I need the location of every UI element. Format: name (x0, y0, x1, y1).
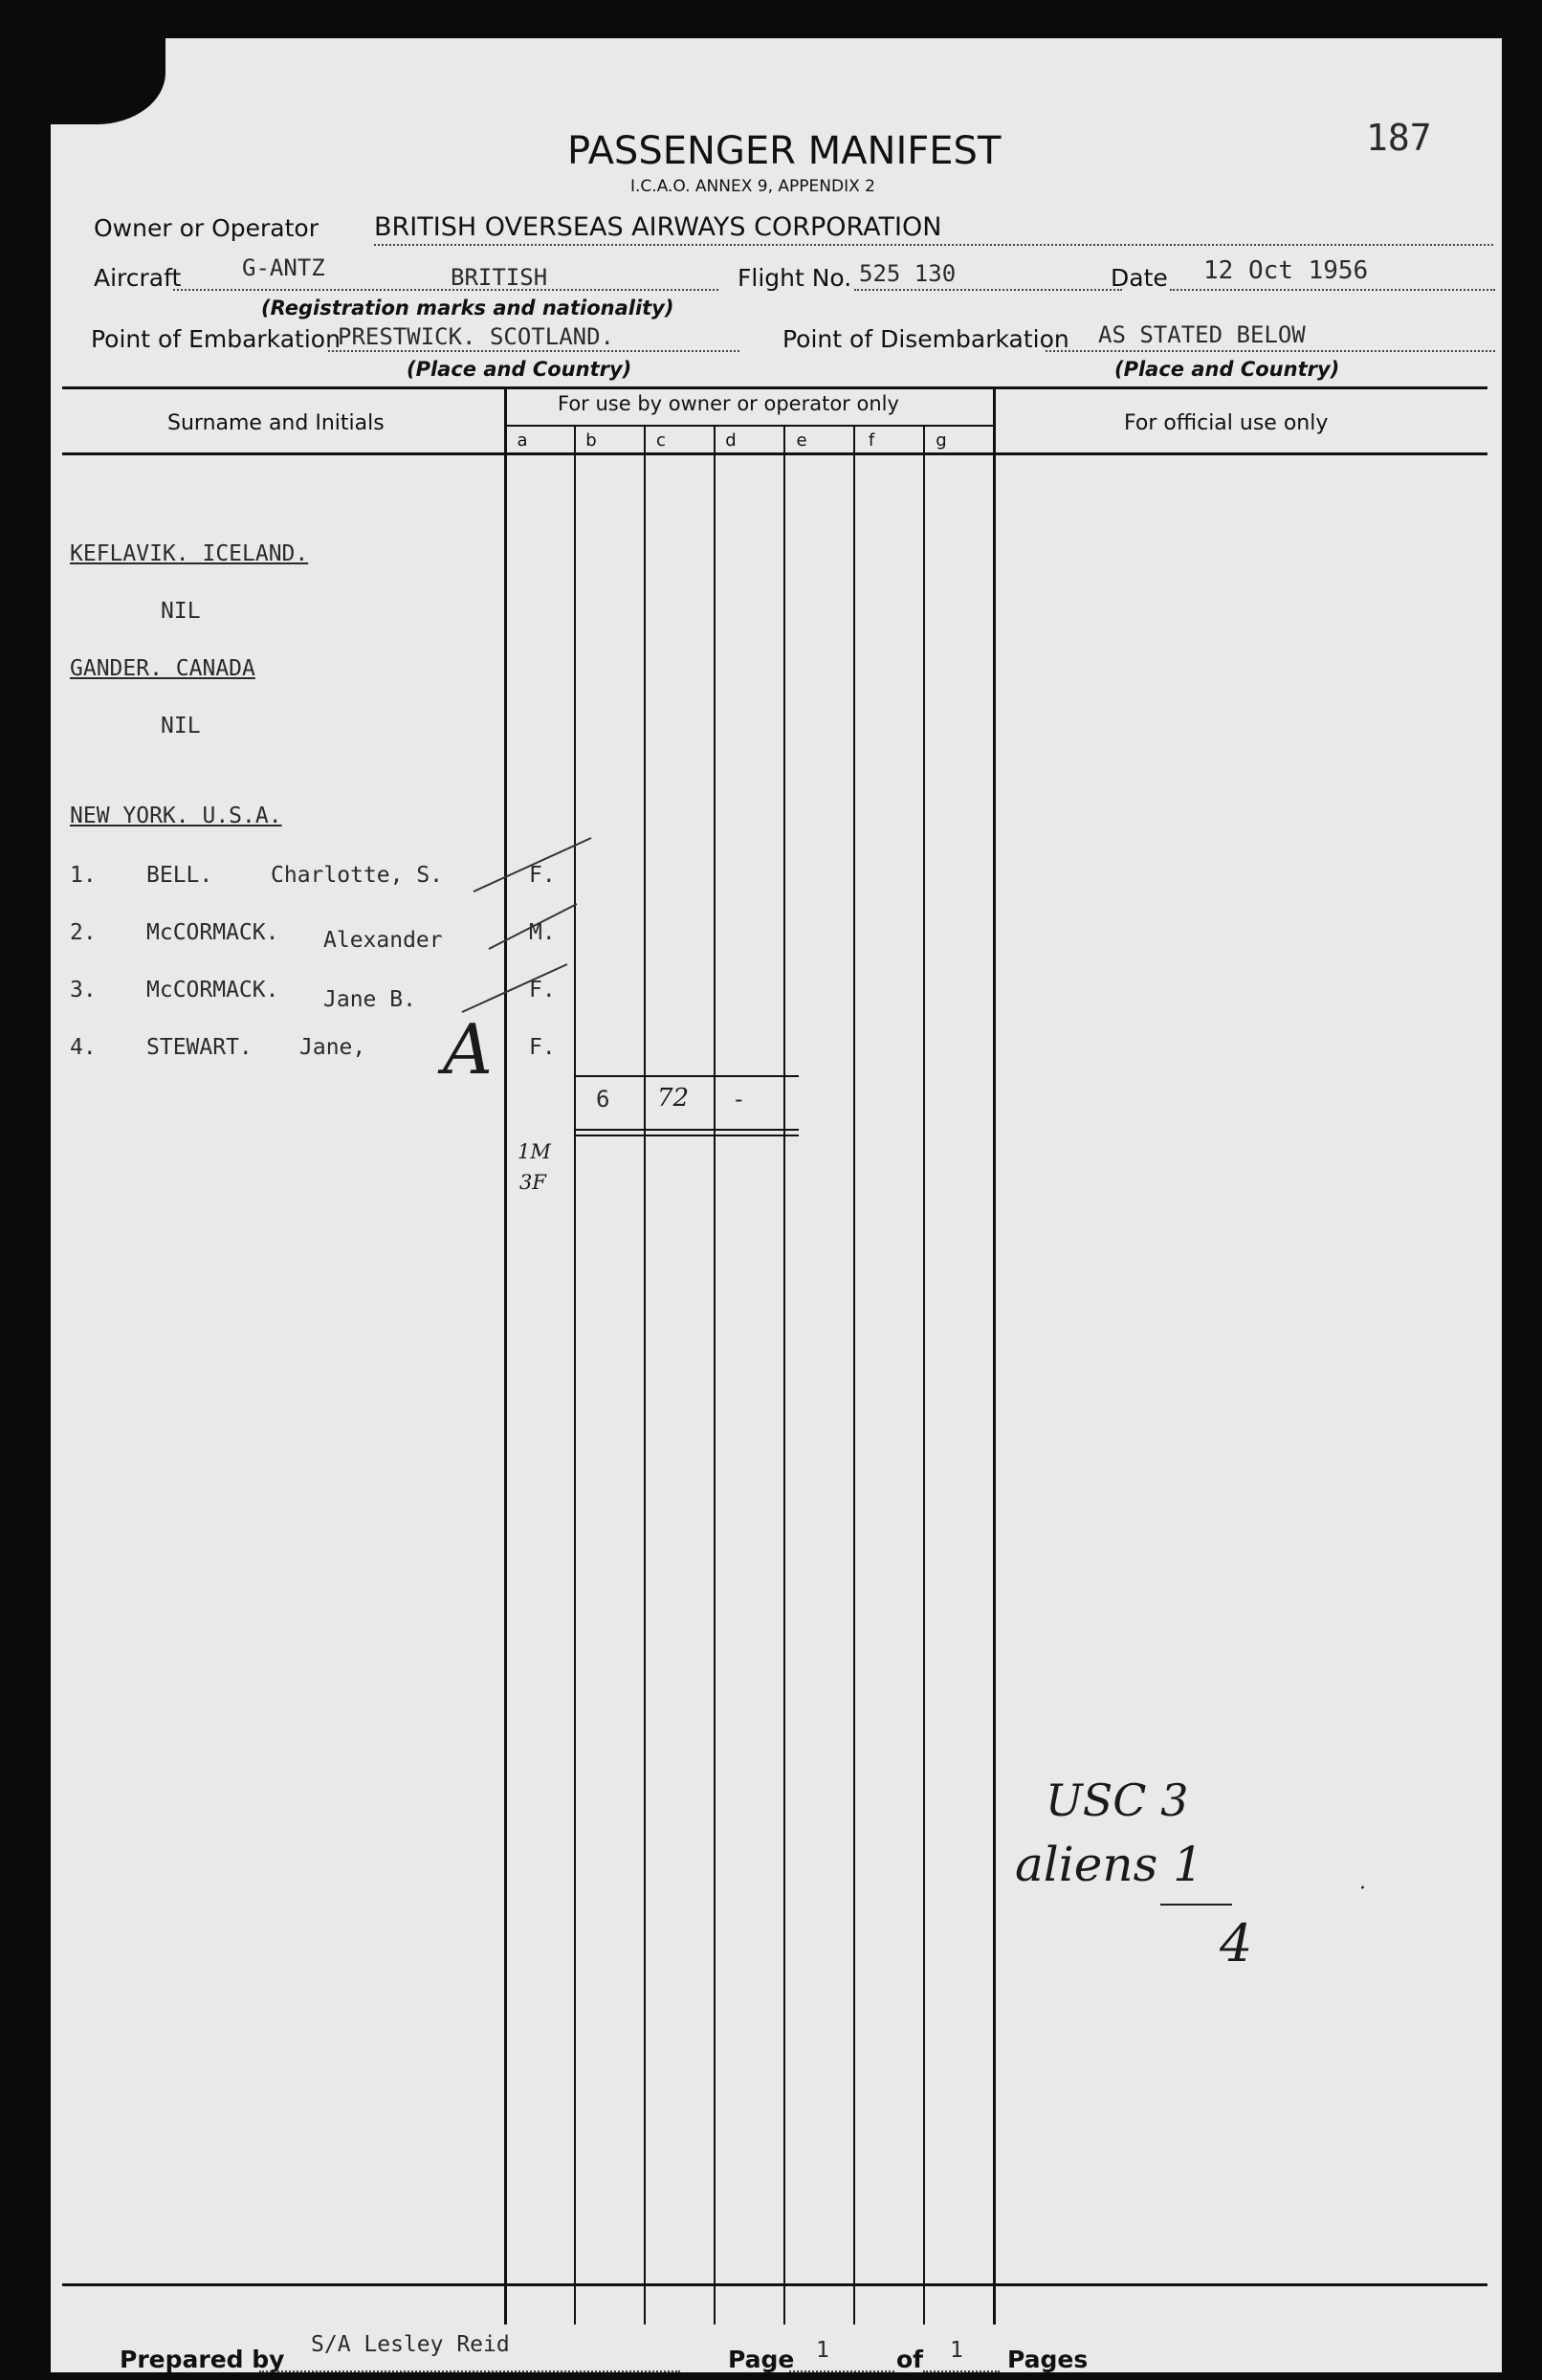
passenger-given-name: Charlotte, S. (271, 863, 444, 888)
of-label: of (896, 2346, 924, 2373)
date-value: 12 Oct 1956 (1203, 256, 1369, 285)
page-value: 1 (816, 2338, 829, 2363)
owner-use-header: For use by owner or operator only (558, 392, 899, 415)
page-line (789, 2370, 894, 2372)
slash-mark (474, 838, 591, 892)
total-males: 1M (518, 1140, 551, 1163)
prepared-by-label: Prepared by (120, 2346, 285, 2373)
embarkation-sublabel: (Place and Country) (407, 358, 632, 381)
prepared-by-line (259, 2370, 680, 2372)
stop-keflavik: KEFLAVIK. ICELAND. (70, 541, 309, 566)
official-note-total: 4 (1220, 1913, 1253, 1973)
disembarkation-label: Point of Disembarkation (782, 325, 1069, 353)
of-line (923, 2370, 1000, 2372)
column-g-header: g (936, 430, 947, 451)
page-number: 187 (1366, 117, 1432, 159)
stop-gander-note: NIL (161, 714, 201, 738)
passenger-sex: F. (529, 863, 556, 888)
manifest-page (51, 38, 1502, 2372)
column-c-header: c (656, 430, 666, 451)
of-value: 1 (950, 2338, 963, 2363)
owner-label: Owner or Operator (94, 214, 319, 242)
surname-header: Surname and Initials (167, 411, 385, 435)
column-d-header: d (725, 430, 737, 451)
owner-value: BRITISH OVERSEAS AIRWAYS CORPORATION (374, 212, 942, 242)
passenger-surname: STEWART. (146, 1035, 253, 1060)
passenger-given-name: Jane, (299, 1035, 366, 1060)
passenger-given-name: Alexander (323, 928, 443, 953)
aircraft-nationality: BRITISH (451, 264, 548, 291)
embarkation-value: PRESTWICK. SCOTLAND. (338, 323, 614, 350)
column-f-header: f (868, 430, 875, 451)
prepared-by-value: S/A Lesley Reid (311, 2332, 510, 2357)
total-column-b: 6 (596, 1086, 610, 1113)
slash-marks (51, 38, 1502, 2372)
pages-label: Pages (1007, 2346, 1089, 2373)
official-note-aliens: aliens 1 (1015, 1837, 1203, 1892)
passenger-number: 3. (70, 978, 97, 1003)
disembarkation-sublabel: (Place and Country) (1114, 358, 1340, 381)
totals-rule-double-2 (574, 1135, 799, 1136)
official-use-header: For official use only (1124, 411, 1329, 435)
aircraft-label: Aircraft (94, 264, 182, 292)
stop-new-york: NEW YORK. U.S.A. (70, 804, 282, 828)
totals-rule-double-1 (574, 1129, 799, 1131)
flight-value: 525 130 (859, 260, 957, 287)
total-column-c: 72 (657, 1084, 690, 1113)
handwritten-mark: A (443, 1009, 493, 1090)
passenger-surname: McCORMACK. (146, 920, 279, 945)
aircraft-sublabel: (Registration marks and nationality) (261, 297, 674, 320)
total-column-d: - (732, 1086, 746, 1113)
totals-rule-top (574, 1075, 799, 1077)
total-females: 3F (519, 1171, 546, 1194)
stop-gander: GANDER. CANADA (70, 656, 255, 681)
ink-dot: · (1359, 1877, 1366, 1901)
passenger-sex: M. (529, 920, 556, 945)
passenger-sex: F. (529, 978, 556, 1003)
page-label: Page (728, 2346, 795, 2373)
official-note-sum-rule (1160, 1904, 1232, 1906)
passenger-surname: McCORMACK. (146, 978, 279, 1003)
passenger-surname: BELL. (146, 863, 213, 888)
passenger-number: 2. (70, 920, 97, 945)
date-label: Date (1111, 264, 1168, 292)
form-title: PASSENGER MANIFEST (567, 129, 1002, 173)
stop-keflavik-note: NIL (161, 599, 201, 624)
passenger-given-name: Jane B. (323, 987, 416, 1012)
embarkation-label: Point of Embarkation (91, 325, 341, 353)
passenger-sex: F. (529, 1035, 556, 1060)
slash-mark (462, 964, 567, 1012)
form-subtitle: I.C.A.O. ANNEX 9, APPENDIX 2 (630, 177, 875, 196)
column-a-header: a (517, 430, 528, 451)
disembarkation-value: AS STATED BELOW (1098, 321, 1306, 348)
column-b-header: b (585, 430, 597, 451)
aircraft-registration: G-ANTZ (242, 254, 325, 281)
passenger-number: 1. (70, 863, 97, 888)
column-e-header: e (796, 430, 807, 451)
flight-label: Flight No. (738, 264, 852, 292)
passenger-number: 4. (70, 1035, 97, 1060)
official-note-usc: USC 3 (1046, 1774, 1189, 1826)
slash-mark (489, 904, 577, 949)
